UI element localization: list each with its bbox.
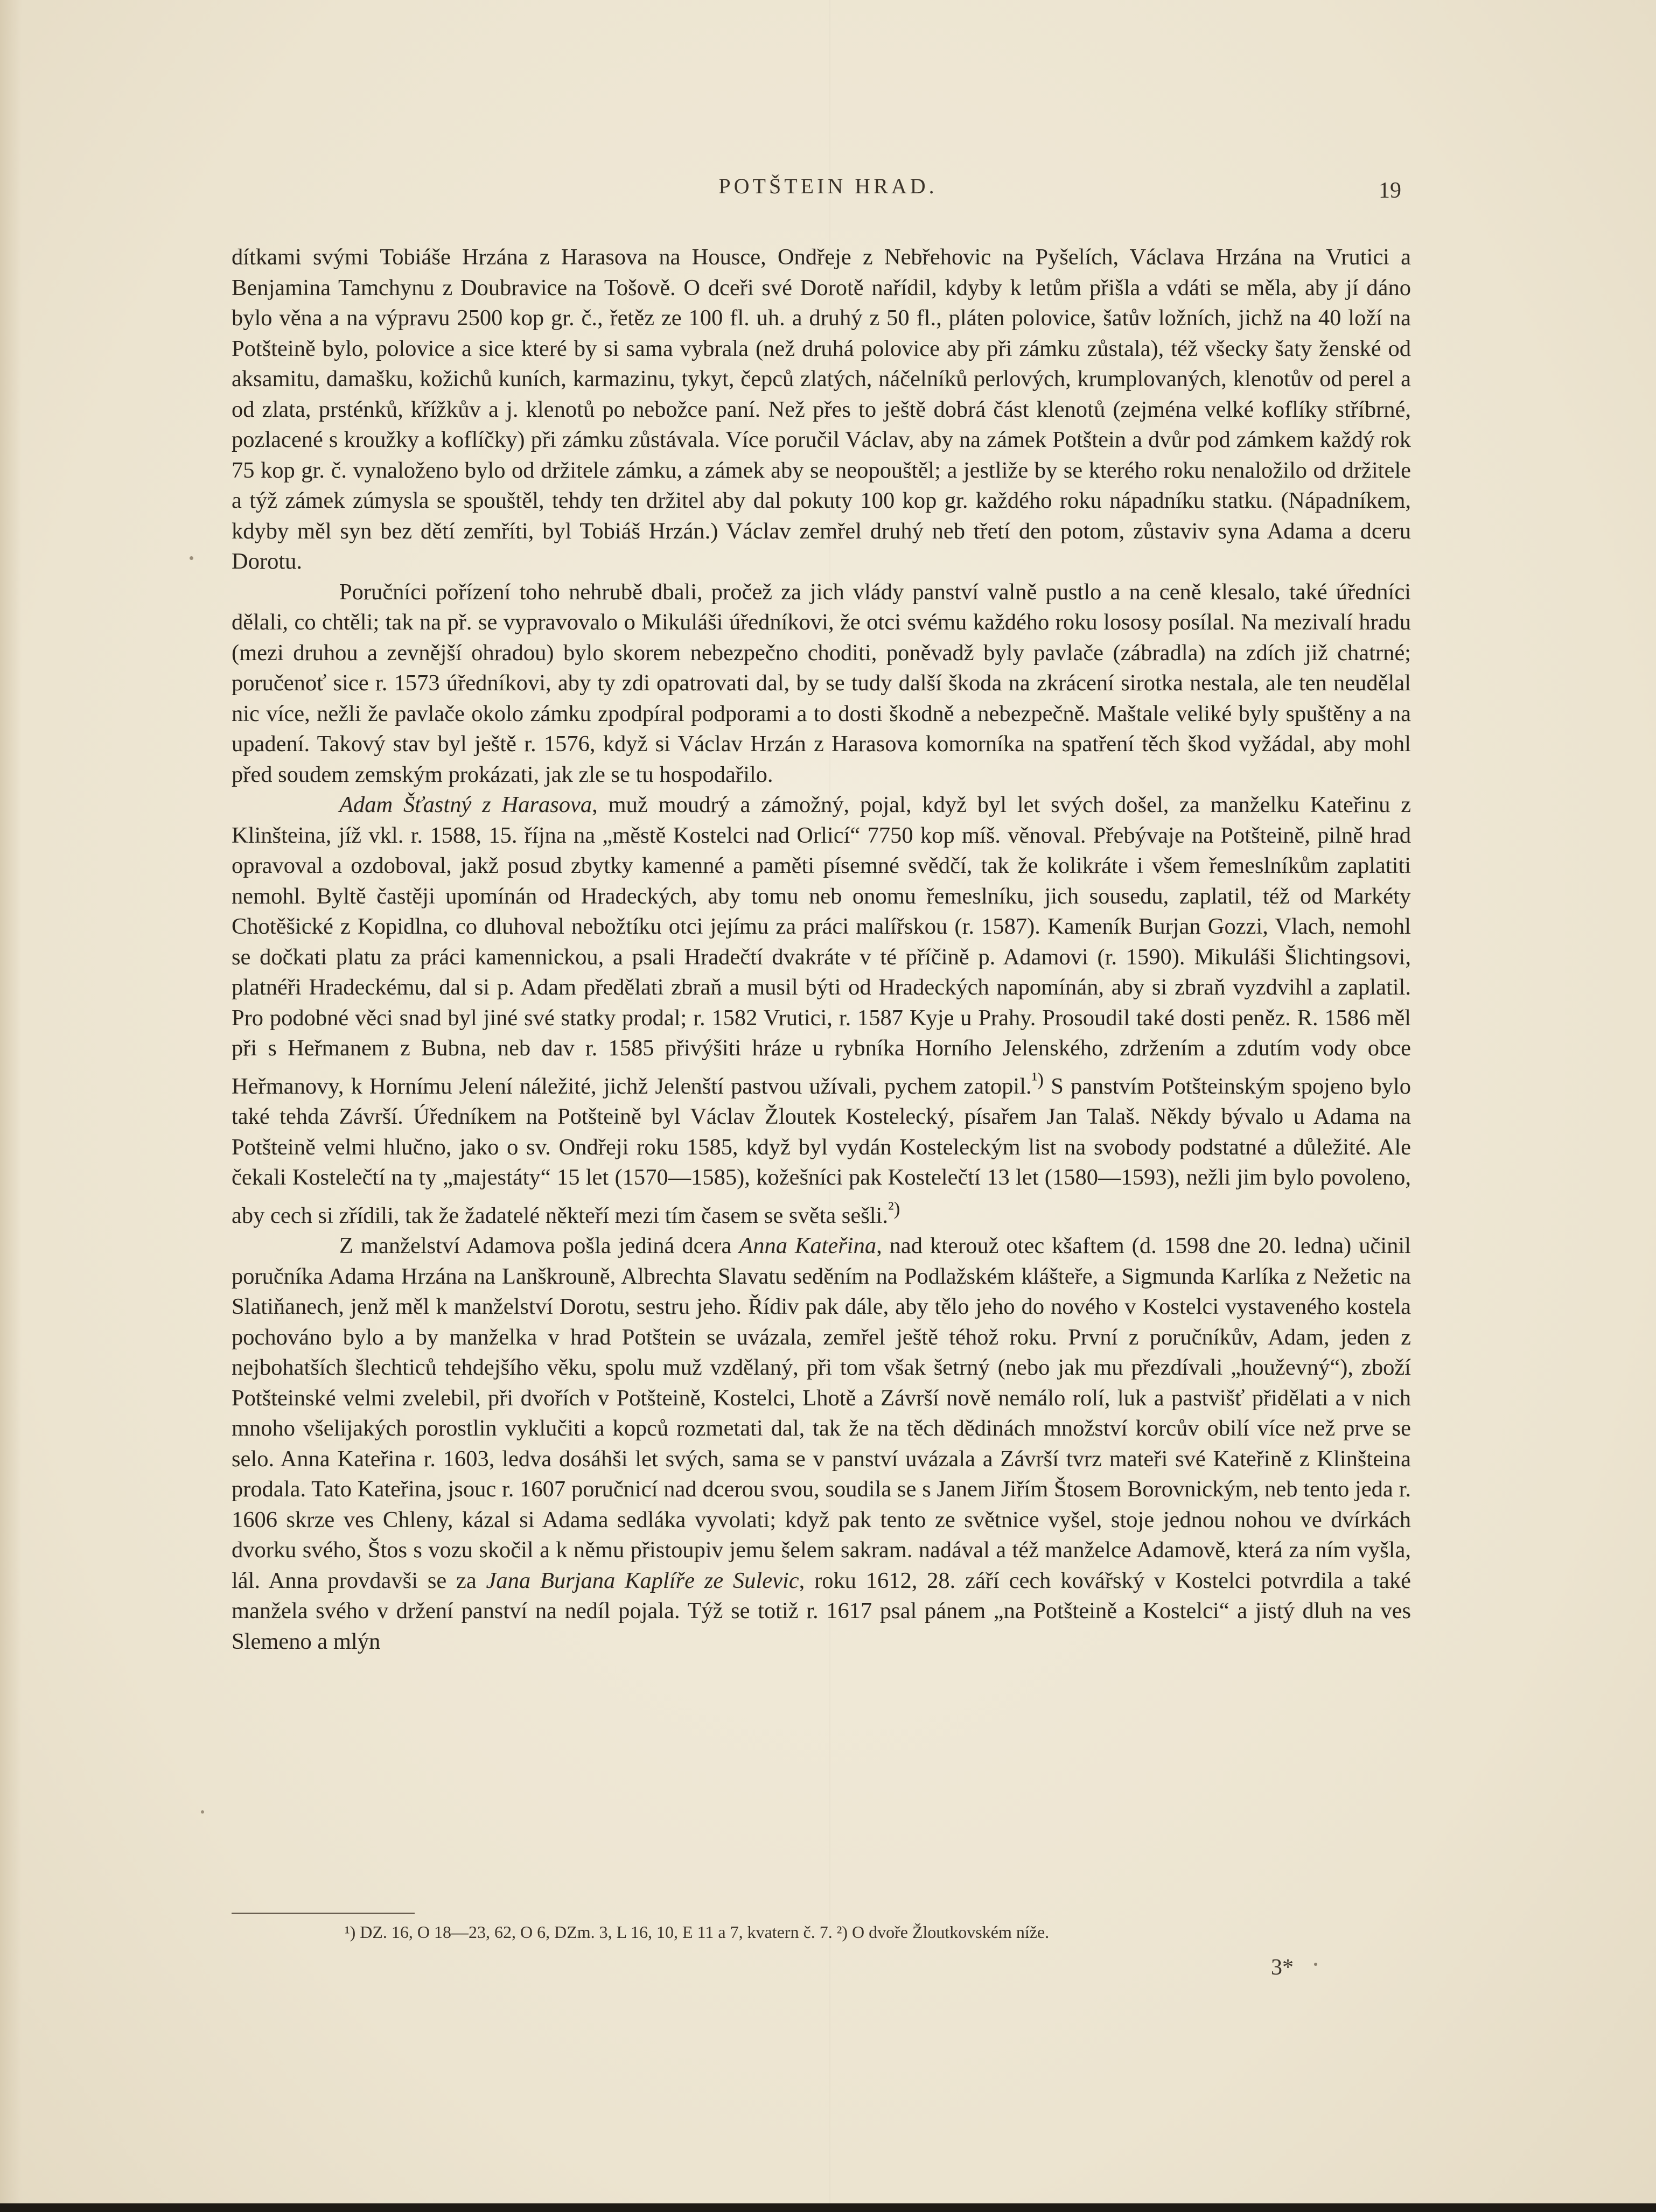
paragraph-4-b: , nad kterouž otec kšaftem (d. 1598 dne 20. ledna) učinil poručníka Adama Hrzána na Lanškrouně, Albrechta Slavatu seděním na Podlažském klášteře, a Sigmunda Karlíka z Nežetic na Slatiňanech, jenž měl k manželství Dorotu, sestru jeho. Řídiv pak dále, aby tělo jeho do nového v Kostelci vystaveného kostela pochováno bylo a by manželka v hrad Potštein se uvázala, zemřel ještě téhož roku. První z poručníkův, Adam, jeden z nejbohatších šlechticů tehdejšího věku, spolu muž vzdělaný, při tom však šetrný (nebo jak mu přezdívali „houževný“), zboží Potšteinské velmi zvelebil, při dvořích v Potšteině, Kostelci, Lhotě a Závrší nově nemálo rolí, luk a pastvišť přidělati a v nich mnoho všelijakých porostlin vyklučiti a kopců rozmetati dal, tak že na těch dědinách množství korcův obilí více než prve se selo. Anna Kateřina r. 1603, ledva dosáhši let svých, sama se v panství uvázala a Závrší tvrz mateři své Kateřině z Klinšteina prodala. Tato Kateřina, jsouc r. 1607 poručnicí nad dcerou svou, soudila se s Janem Jiřím Štosem Borovnickým, neb tento jeda r. 1606 skrze ves Chleny, kázal si Adama sedláka vyvolati; když pak tento ze světnice vyšel, stoje jednou nohou ve dvírkách dvorku svého, Štos s vozu skočil a k němu přistoupiv jemu šelem sakram. nadával a též manželce Adamově, která za ním vyšla, lál. Anna provdavši se za bbox=[232, 1233, 1411, 1593]
scan-edge bbox=[0, 2203, 1656, 2212]
preposition-z: z bbox=[471, 792, 502, 817]
paragraph-4-c: , roku 1612, 28. září cech kovářský v Kostelci potvrdila a také manžela svého v držení panství na nedíl pojala. Týž se totiž r. 1617 psal pánem „na Potšteině a Kostelci“ a jistý dluh na ves Slemeno a mlýn bbox=[232, 1567, 1411, 1654]
person-name-adam: Adam Šťastný bbox=[339, 792, 472, 817]
margin-speck bbox=[190, 556, 193, 560]
paragraph-3-text: , muž moudrý a zámožný, pojal, když byl let svých došel, za manželku Kateřinu z Klinšteina, jíž vkl. r. 1588, 15. října na „městě Kostelci nad Orlicí“ 7750 kop míš. věnoval. Přebývaje na Potšteině, pilně hrad opravoval a ozdoboval, jakž posud zbytky kamenné a paměti písemné svědčí, tak že kolikráte i všem řemeslníkům zaplatiti nemohl. Byltě častěji upomínán od Hradeckých, aby tomu neb onomu řemeslníku, jich sousedu, zaplatil, též od Markéty Chotěšické z Kopidlna, co dluhoval nebožtíku otci jejímu za práci malířskou (r. 1587). Kameník Burjan Gozzi, Vlach, nemohl se dočkati platu za práci kamennickou, a psali Hradečtí dvakráte v té příčině p. Adamovi (r. 1590). Mikuláši Šlichtingsovi, platnéři Hradeckému, dal si p. Adam předělati zbraň a musil býti od Hradeckých napomínán, aby si zbraň vyzdvihl a zaplatil. Pro podobné věci snad byl jiné své statky prodal; r. 1582 Vrutici, r. 1587 Kyje u Prahy. Prosoudil také dosti peněz. R. 1586 měl při s Heřmanem z Bubna, neb dav r. 1585 přivýšiti hráze u rybníka Horního Jelenského, zdržením a zdutím vody obce Heřmanovy, k Hornímu Jelení náležité, jichž Jelenští pastvou užívali, pychem zatopil. bbox=[232, 792, 1412, 1099]
signature-mark: 3* bbox=[1271, 1955, 1294, 1980]
person-name-anna: Anna Kateřina bbox=[739, 1233, 877, 1259]
spine-shadow bbox=[0, 0, 22, 2212]
place-name-harasov: Harasova bbox=[501, 792, 592, 817]
footnote-ref-2: ²) bbox=[888, 1197, 900, 1219]
footnote-rule bbox=[232, 1913, 415, 1914]
footnotes: ¹) DZ. 16, O 18—23, 62, O 6, DZm. 3, L 16, 10, E 11 a 7, kvatern č. 7. ²) O dvoře Žloutkovském níže. bbox=[345, 1922, 1050, 1942]
paragraph-1: dítkami svými Tobiáše Hrzána z Harasova na Housce, Ondřeje z Nebřehovic na Pyšelích, Václava Hrzána na Vrutici a Benjamina Tamchynu z Doubravice na Tošově. O dceři své Dorotě nařídil, kdyby k letům přišla a vdáti se měla, aby jí dáno bylo věna a na výpravu 2500 kop gr. č., řetěz ze 100 fl. uh. a druhý z 50 fl., pláten polovice, šatův ložních, jichž na 40 loží na Potšteině bylo, polovice a sice které by si sama vybrala (než druhá polovice aby při zámku zůstala), též všecky šaty ženské od aksamitu, damašku, kožichů kuních, karmazinu, tykyt, čepců zlatých, náčelníků perlových, krumplovaných, klenotův od perel a od zlata, prsténků, křížkův a j. klenotů po nebožce paní. Než přes to ještě dobrá část klenotů (zejména velké koflíky stříbrné, pozlacené s kroužky a koflíčky) při zámku zůstávala. Více poručil Václav, aby na zámek Potštein a dvůr pod zámkem každý rok 75 kop gr. č. vynaloženo bylo od držitele zámku, a zámek aby se neopouštěl; a jestliže by se kterého roku nenaložilo od držitele a týž zámek zúmysla se spouštěl, tehdy ten držitel aby dal pokuty 100 kop gr. každého roku nápadníku statku. (Nápadníkem, kdyby měl syn bez dětí zemříti, byl Tobiáš Hrzán.) Václav zemřel druhý neb třetí den potom, zůstaviv syna Adama a dceru Dorotu. bbox=[232, 244, 1411, 574]
page-number: 19 bbox=[1379, 178, 1401, 203]
signature-dot bbox=[1314, 1963, 1317, 1966]
paragraph-3 bbox=[232, 790, 1411, 1231]
margin-speck bbox=[201, 1810, 204, 1814]
body-text bbox=[232, 242, 1411, 1657]
paragraph-4-a: Z manželství Adamova pošla jediná dcera bbox=[339, 1233, 739, 1259]
paragraph-4 bbox=[232, 1231, 1411, 1657]
running-title: POTŠTEIN HRAD. bbox=[718, 174, 938, 198]
paragraph-3-text-b: S panstvím Potšteinským spojeno bylo také tehda Závrší. Úředníkem na Potšteině byl Václav Žloutek Kostelecký, písařem Jan Talaš. Někdy bývalo u Adama na Potšteině velmi hlučno, jako o sv. Ondřeji roku 1585, když byl vydán Kosteleckým list na svobody podstatné a důležité. Ale čekali Kostelečtí na ty „majestáty“ 15 let (1570—1585), kožešníci pak Kostelečtí 13 let (1580—1593), nežli jim bylo povoleno, aby cech si zřídili, tak že žadatelé někteří mezi tím časem se světa sešli. bbox=[232, 1073, 1411, 1228]
paragraph-2: Poručníci pořízení toho nehrubě dbali, pročež za jich vlády panství valně pustlo a na ceně klesalo, také úředníci dělali, co chtěli; tak na př. se vypravovalo o Mikuláši úředníkovi, že otci svému každého roku lososy posílal. Na mezivalí hradu (mezi druhou a zevnější ohradou) bylo skorem nebezpečno choditi, poněvadž byly pavlače (zábradla) na zdích již chatrné; poručenoť sice r. 1573 úředníkovi, aby ty zdi opatrovati dal, by se tudy další škoda na zkrácení sirotka nestala, ale ten neudělal nic více, nežli že pavlače okolo zámku zpodpíral podporami a to dosti škodně a nebezpečně. Maštale veliké byly spuštěny a na upadení. Takový stav byl ještě r. 1576, když si Václav Hrzán z Harasova komorníka na spatření těch škod vyžádal, aby mohl před soudem zemským prokázati, jak zle se tu hospodařilo. bbox=[232, 579, 1411, 787]
person-name-jan: Jana Burjana Kaplíře ze Sulevic bbox=[486, 1567, 799, 1593]
footnote-ref-1: ¹) bbox=[1031, 1068, 1044, 1090]
